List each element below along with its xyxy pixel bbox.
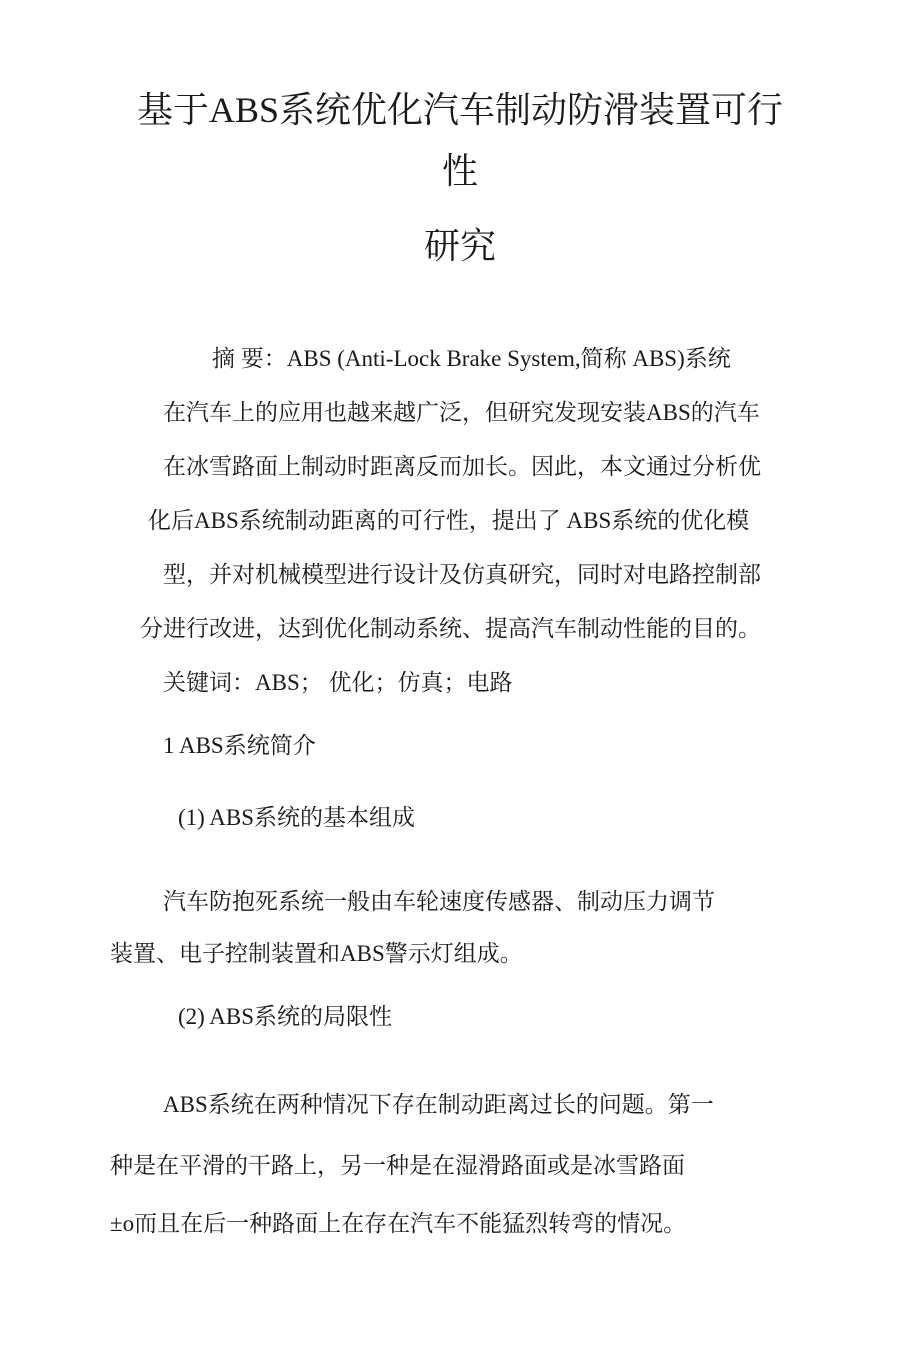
subsection-2-line-1: ABS系统在两种情况下存在制动距离过长的问题。第一: [163, 1092, 714, 1117]
subsection-1-line-2: 装置、电子控制装置和ABS警示灯组成。: [110, 941, 523, 966]
title-line-1: 基于ABS系统优化汽车制动防滑装置可行: [136, 90, 784, 130]
abstract-line-2: 在汽车上的应用也越来越广泛，但研究发现安装ABS的汽车: [163, 400, 760, 425]
section-1-heading: 1 ABS系统简介: [163, 733, 316, 758]
title-line-2: 性: [441, 151, 478, 191]
abstract-line-5: 型，并对机械模型进行设计及仿真研究，同时对电路控制部: [163, 562, 761, 587]
abstract-line-4: 化后ABS系统制动距离的可行性，提出了 ABS系统的优化模: [148, 508, 750, 533]
subsection-2-line-2: 种是在平滑的干路上，另一种是在湿滑路面或是冰雪路面: [110, 1153, 685, 1178]
subsection-1-line-1: 汽车防抱死系统一般由车轮速度传感器、制动压力调节: [163, 889, 715, 914]
title-line-3: 研究: [423, 226, 496, 266]
keywords: 关键词：ABS； 优化；仿真；电路: [163, 670, 513, 695]
subsection-2-heading: (2) ABS系统的局限性: [178, 1004, 393, 1029]
subsection-1-heading: (1) ABS系统的基本组成: [178, 805, 416, 830]
subsection-2-line-3: ±o而且在后一种路面上在存在汽车不能猛烈转弯的情况。: [110, 1211, 687, 1236]
abstract-line-6: 分进行改进，达到优化制动系统、提高汽车制动性能的目的。: [140, 616, 761, 641]
abstract-line-1: 摘 要：ABS (Anti-Lock Brake System,简称 ABS)系统: [212, 346, 731, 371]
abstract-line-3: 在冰雪路面上制动时距离反而加长。因此，本文通过分析优: [163, 454, 761, 479]
